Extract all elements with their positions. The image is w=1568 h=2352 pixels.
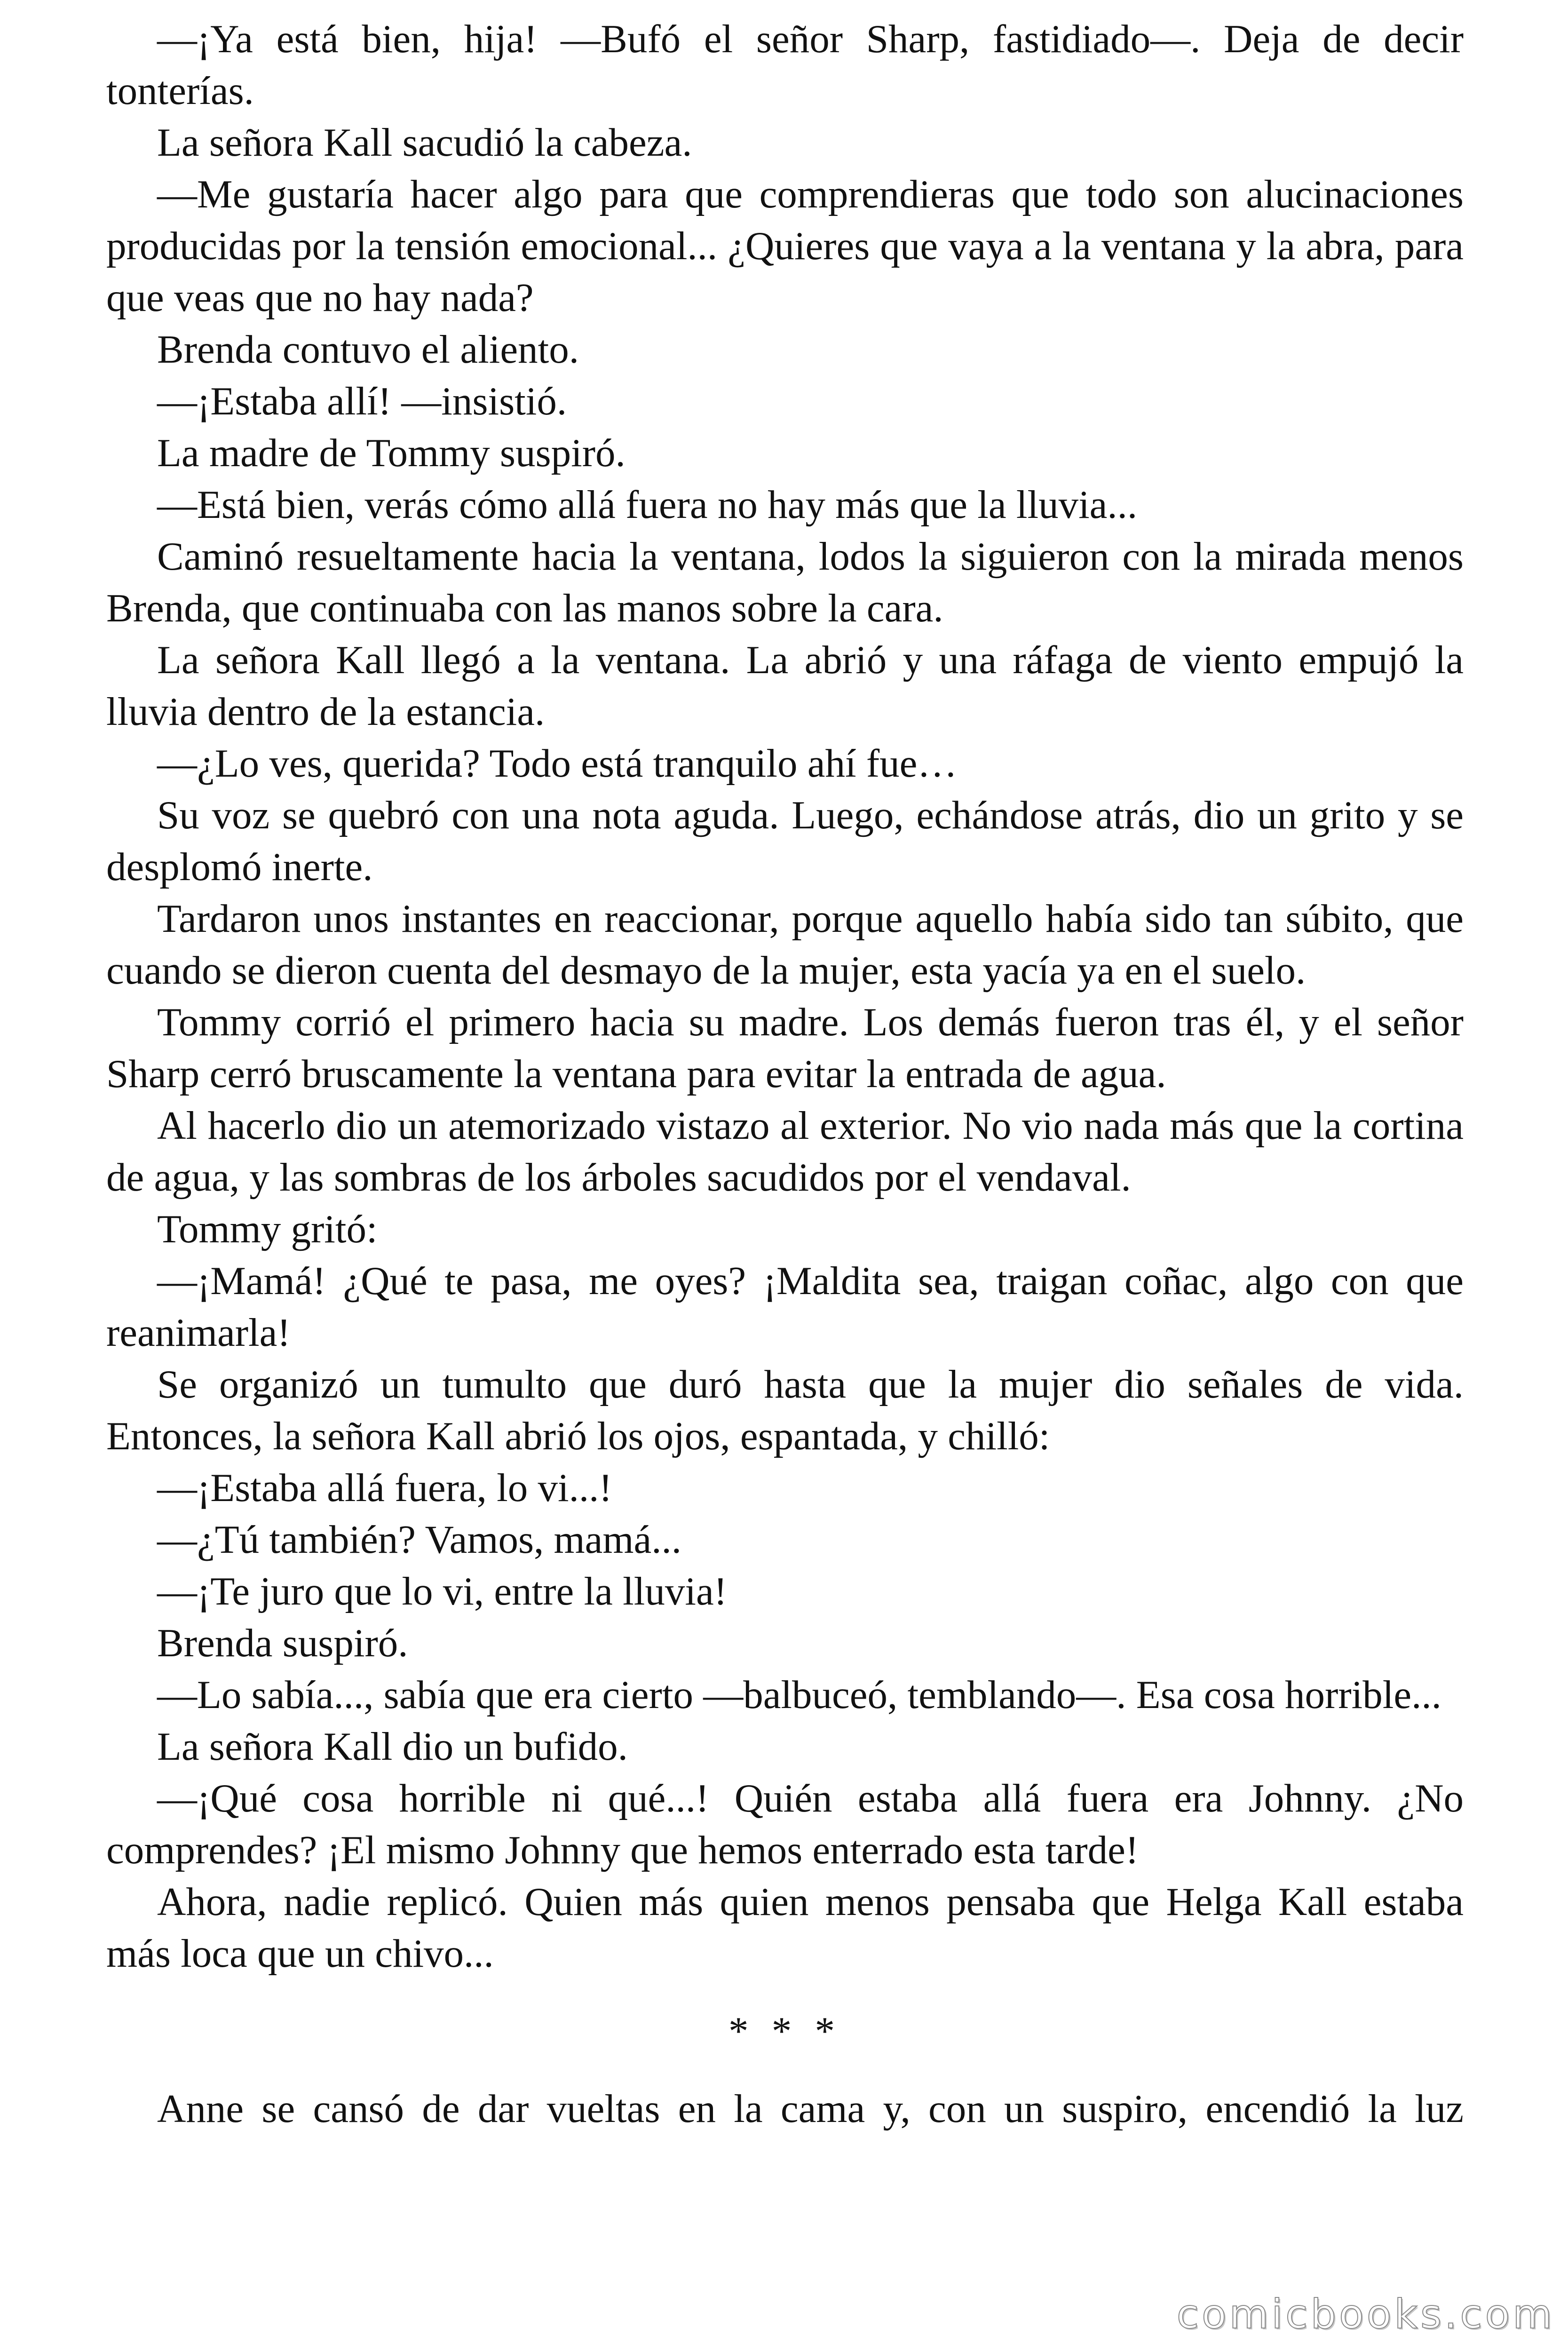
final-line: Anne se cansó de dar vueltas en la cama y, con un suspiro, encendió la luz [157, 2087, 1464, 2131]
paragraph: —Me gustaría hacer algo para que comprendieras que todo son alucinaciones producidas por la tensión emocional... ¿Quieres que vaya a la ventana y la abra, para que veas que no hay nada? [106, 172, 1464, 320]
paragraph: Brenda contuvo el aliento. [157, 327, 579, 372]
paragraph: —¡Mamá! ¿Qué te pasa, me oyes? ¡Maldita sea, traigan coñac, algo con que reanimarla! [106, 1259, 1464, 1355]
paragraph: Se organizó un tumulto que duró hasta que la mujer dio señales de vida. Entonces, la señora Kall abrió los ojos, espantada, y chilló: [106, 1362, 1464, 1458]
paragraph: Al hacerlo dio un atemorizado vistazo al exterior. No vio nada más que la cortina de agua, y las sombras de los árboles sacudidos por el vendaval. [106, 1104, 1464, 1200]
paragraph: La señora Kall llegó a la ventana. La abrió y una ráfaga de viento empujó la lluvia dentro de la estancia. [106, 638, 1464, 734]
paragraph: —¡Estaba allí! —insistió. [157, 379, 567, 423]
watermark: comicbooks.com [1176, 2291, 1555, 2338]
paragraph: —Lo sabía..., sabía que era cierto —balbuceó, temblando—. Esa cosa horrible... [157, 1673, 1441, 1717]
paragraph: La señora Kall dio un bufido. [157, 1724, 628, 1769]
paragraph: Su voz se quebró con una nota aguda. Luego, echándose atrás, dio un grito y se desplomó inerte. [106, 793, 1464, 889]
paragraph: —Está bien, verás cómo allá fuera no hay más que la lluvia... [157, 483, 1138, 527]
scene-break: * * * [729, 2009, 841, 2053]
paragraph: —¡Qué cosa horrible ni qué...! Quién estaba allá fuera era Johnny. ¿No comprendes? ¡El mismo Johnny que hemos enterrado esta tarde! [106, 1776, 1464, 1872]
paragraph: Tommy gritó: [157, 1207, 378, 1251]
paragraph: Tommy corrió el primero hacia su madre. Los demás fueron tras él, y el señor Sharp cerró bruscamente la ventana para evitar la entrada de agua. [106, 1000, 1464, 1096]
paragraph: Tardaron unos instantes en reaccionar, porque aquello había sido tan súbito, que cuando se dieron cuenta del desmayo de la mujer, esta yacía ya en el suelo. [106, 897, 1464, 993]
paragraph: Caminó resueltamente hacia la ventana, lodos la siguieron con la mirada menos Brenda, que continuaba con las manos sobre la cara. [106, 534, 1464, 630]
paragraph: Brenda suspiró. [157, 1621, 408, 1665]
page-body-text [106, 13, 1464, 2135]
paragraph: —¿Tú también? Vamos, mamá... [157, 1518, 681, 1562]
paragraph: —¡Ya está bien, hija! —Bufó el señor Sharp, fastidiado—. Deja de decir tonterías. [106, 17, 1464, 113]
paragraph: —¡Estaba allá fuera, lo vi...! [157, 1466, 612, 1510]
paragraph: —¡Te juro que lo vi, entre la lluvia! [157, 1569, 727, 1613]
paragraph: Ahora, nadie replicó. Quien más quien menos pensaba que Helga Kall estaba más loca que un chivo... [106, 1880, 1464, 1976]
paragraph: La señora Kall sacudió la cabeza. [157, 120, 692, 165]
paragraph: La madre de Tommy suspiró. [157, 431, 626, 475]
paragraph: —¿Lo ves, querida? Todo está tranquilo ahí fue… [157, 741, 958, 786]
